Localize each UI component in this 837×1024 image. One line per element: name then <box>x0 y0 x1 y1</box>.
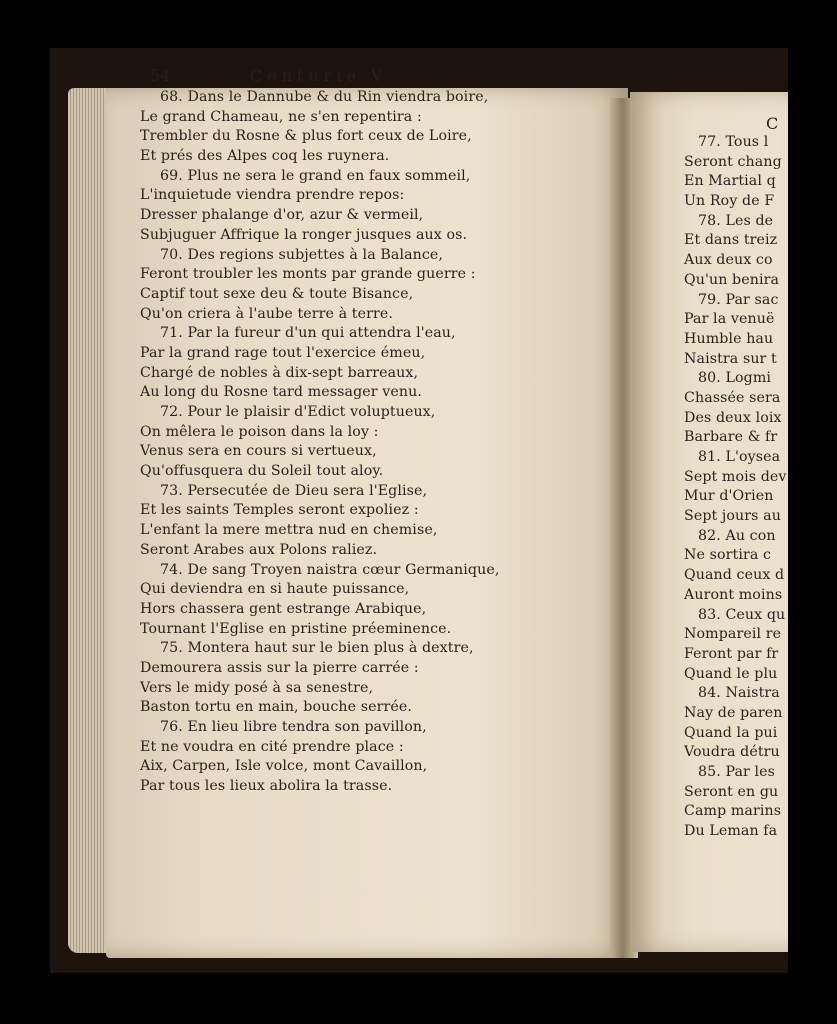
verse-line: Qu'on criera à l'aube terre à terre. <box>140 305 393 322</box>
verse-line: Par la venuë <box>684 311 775 328</box>
quatrain-first-line: 84. Naistra <box>698 685 780 702</box>
verse-line: Le grand Chameau, ne s'en repentira : <box>140 108 422 125</box>
verse-line: Feront par fr <box>684 645 779 662</box>
quatrain-first-line: 75. Montera haut sur le bien plus à dextre, <box>160 640 474 657</box>
verse-line: Et les saints Temples seront expoliez : <box>140 502 419 519</box>
verse-line: Et ne voudra en cité prendre place : <box>140 738 404 755</box>
verse-line: Aux deux co <box>684 252 773 269</box>
verse-line: Aix, Carpen, Isle volce, mont Cavaillon, <box>140 758 428 775</box>
right-verse-block <box>684 133 788 842</box>
verse-line: Qu'un benira <box>684 271 780 288</box>
verse-line: Camp marins <box>684 803 782 820</box>
verse-line: Barbare & fr <box>684 429 778 446</box>
quatrain-first-line: 70. Des regions subjettes à la Balance, <box>160 246 444 263</box>
quatrain-first-line: 77. Tous l <box>698 134 769 150</box>
right-running-title: C <box>766 114 779 133</box>
verse-line: Subjuguer Affrique la ronger jusques aux os. <box>140 226 468 243</box>
verse-line: Captif tout sexe deu & toute Bisance, <box>140 285 414 302</box>
verse-line: Chargé de nobles à dix-sept barreaux, <box>140 364 419 381</box>
verse-line: Et prés des Alpes coq les ruynera. <box>140 148 390 165</box>
verse-line: Qu'offusquera du Soleil tout aloy. <box>140 463 384 480</box>
verse-line: Au long du Rosne tard messager venu. <box>140 384 422 401</box>
verse-line: Et dans treiz <box>684 232 778 249</box>
verse-line: Sept mois dev <box>684 468 787 485</box>
verse-line: Trembler du Rosne & plus fort ceux de Loire, <box>140 128 472 145</box>
verse-line: Qui deviendra en si haute puissance, <box>140 581 410 598</box>
quatrain-first-line: 79. Par sac <box>698 291 779 308</box>
quatrain-first-line: 82. Au con <box>698 527 776 544</box>
quatrain-first-line: 71. Par la fureur d'un qui attendra l'eau, <box>160 325 456 342</box>
left-verse-block <box>140 88 590 797</box>
verse-line: Nompareil re <box>684 626 782 643</box>
verse-line: Du Leman fa <box>684 823 778 840</box>
verse-line: Mur d'Orien <box>684 488 774 505</box>
quatrain-first-line: 83. Ceux qu <box>698 606 786 623</box>
quatrain-first-line: 81. L'oysea <box>698 449 781 465</box>
quatrain-first-line: 68. Dans le Dannube & du Rin viendra boire, <box>160 89 489 105</box>
verse-line: Quand la pui <box>684 724 778 741</box>
verse-line: Chassée sera <box>684 389 781 406</box>
verse-line: Nay de paren <box>684 704 783 721</box>
verse-line: Demourera assis sur la pierre carrée : <box>140 659 419 676</box>
verse-line: En Martial q <box>684 173 776 190</box>
verse-line: L'enfant la mere mettra nud en chemise, <box>140 522 438 539</box>
verse-line: Dresser phalange d'or, azur & vermeil, <box>140 207 424 224</box>
verse-line: Seront Arabes aux Polons raliez. <box>140 541 378 558</box>
running-title: Centurie V. <box>250 66 395 85</box>
left-page-header <box>150 66 570 88</box>
verse-line: Seront chang <box>684 153 782 170</box>
verse-line: Quand le plu <box>684 665 778 682</box>
quatrain-first-line: 72. Pour le plaisir d'Edict voluptueux, <box>160 404 436 420</box>
verse-line: Voudra détru <box>684 744 780 761</box>
verse-line: Par la grand rage tout l'exercice émeu, <box>140 344 426 361</box>
verse-line: Hors chassera gent estrange Arabique, <box>140 600 427 617</box>
verse-line: Sept jours au <box>684 508 781 525</box>
verse-line: Des deux loix <box>684 409 782 426</box>
quatrain-first-line: 69. Plus ne sera le grand en faux sommeil, <box>160 167 471 184</box>
verse-line: Tournant l'Eglise en pristine préeminence. <box>140 620 452 637</box>
quatrain-first-line: 73. Persecutée de Dieu sera l'Eglise, <box>160 482 428 499</box>
verse-line: Feront troubler les monts par grande guerre : <box>140 266 476 283</box>
quatrain-first-line: 85. Par les <box>698 764 776 780</box>
verse-line: Ne sortira c <box>684 547 772 564</box>
quatrain-first-line: 78. Les de <box>698 212 774 229</box>
verse-line: On mêlera le poison dans la loy : <box>140 423 379 440</box>
verse-line: Un Roy de F <box>684 193 775 210</box>
quatrain-first-line: 76. En lieu libre tendra son pavillon, <box>160 719 427 735</box>
verse-line: Par tous les lieux abolira la trasse. <box>140 778 393 795</box>
verse-line: Venus sera en cours si vertueux, <box>140 443 377 460</box>
verse-line: Naistra sur t <box>684 350 777 367</box>
quatrain-first-line: 80. Logmi <box>698 370 772 387</box>
verse-line: Baston tortu en main, bouche serrée. <box>140 699 412 716</box>
verse-line: Auront moins <box>684 586 783 603</box>
page-number: 54 <box>150 66 171 85</box>
verse-line: Seront en gu <box>684 783 779 800</box>
verse-line: L'inquietude viendra prendre repos: <box>140 187 405 204</box>
verse-line: Humble hau <box>684 330 774 347</box>
verse-line: Vers le midy posé à sa senestre, <box>140 679 374 696</box>
verse-line: Quand ceux d <box>684 567 785 584</box>
quatrain-first-line: 74. De sang Troyen naistra cœur Germanique, <box>160 561 500 578</box>
